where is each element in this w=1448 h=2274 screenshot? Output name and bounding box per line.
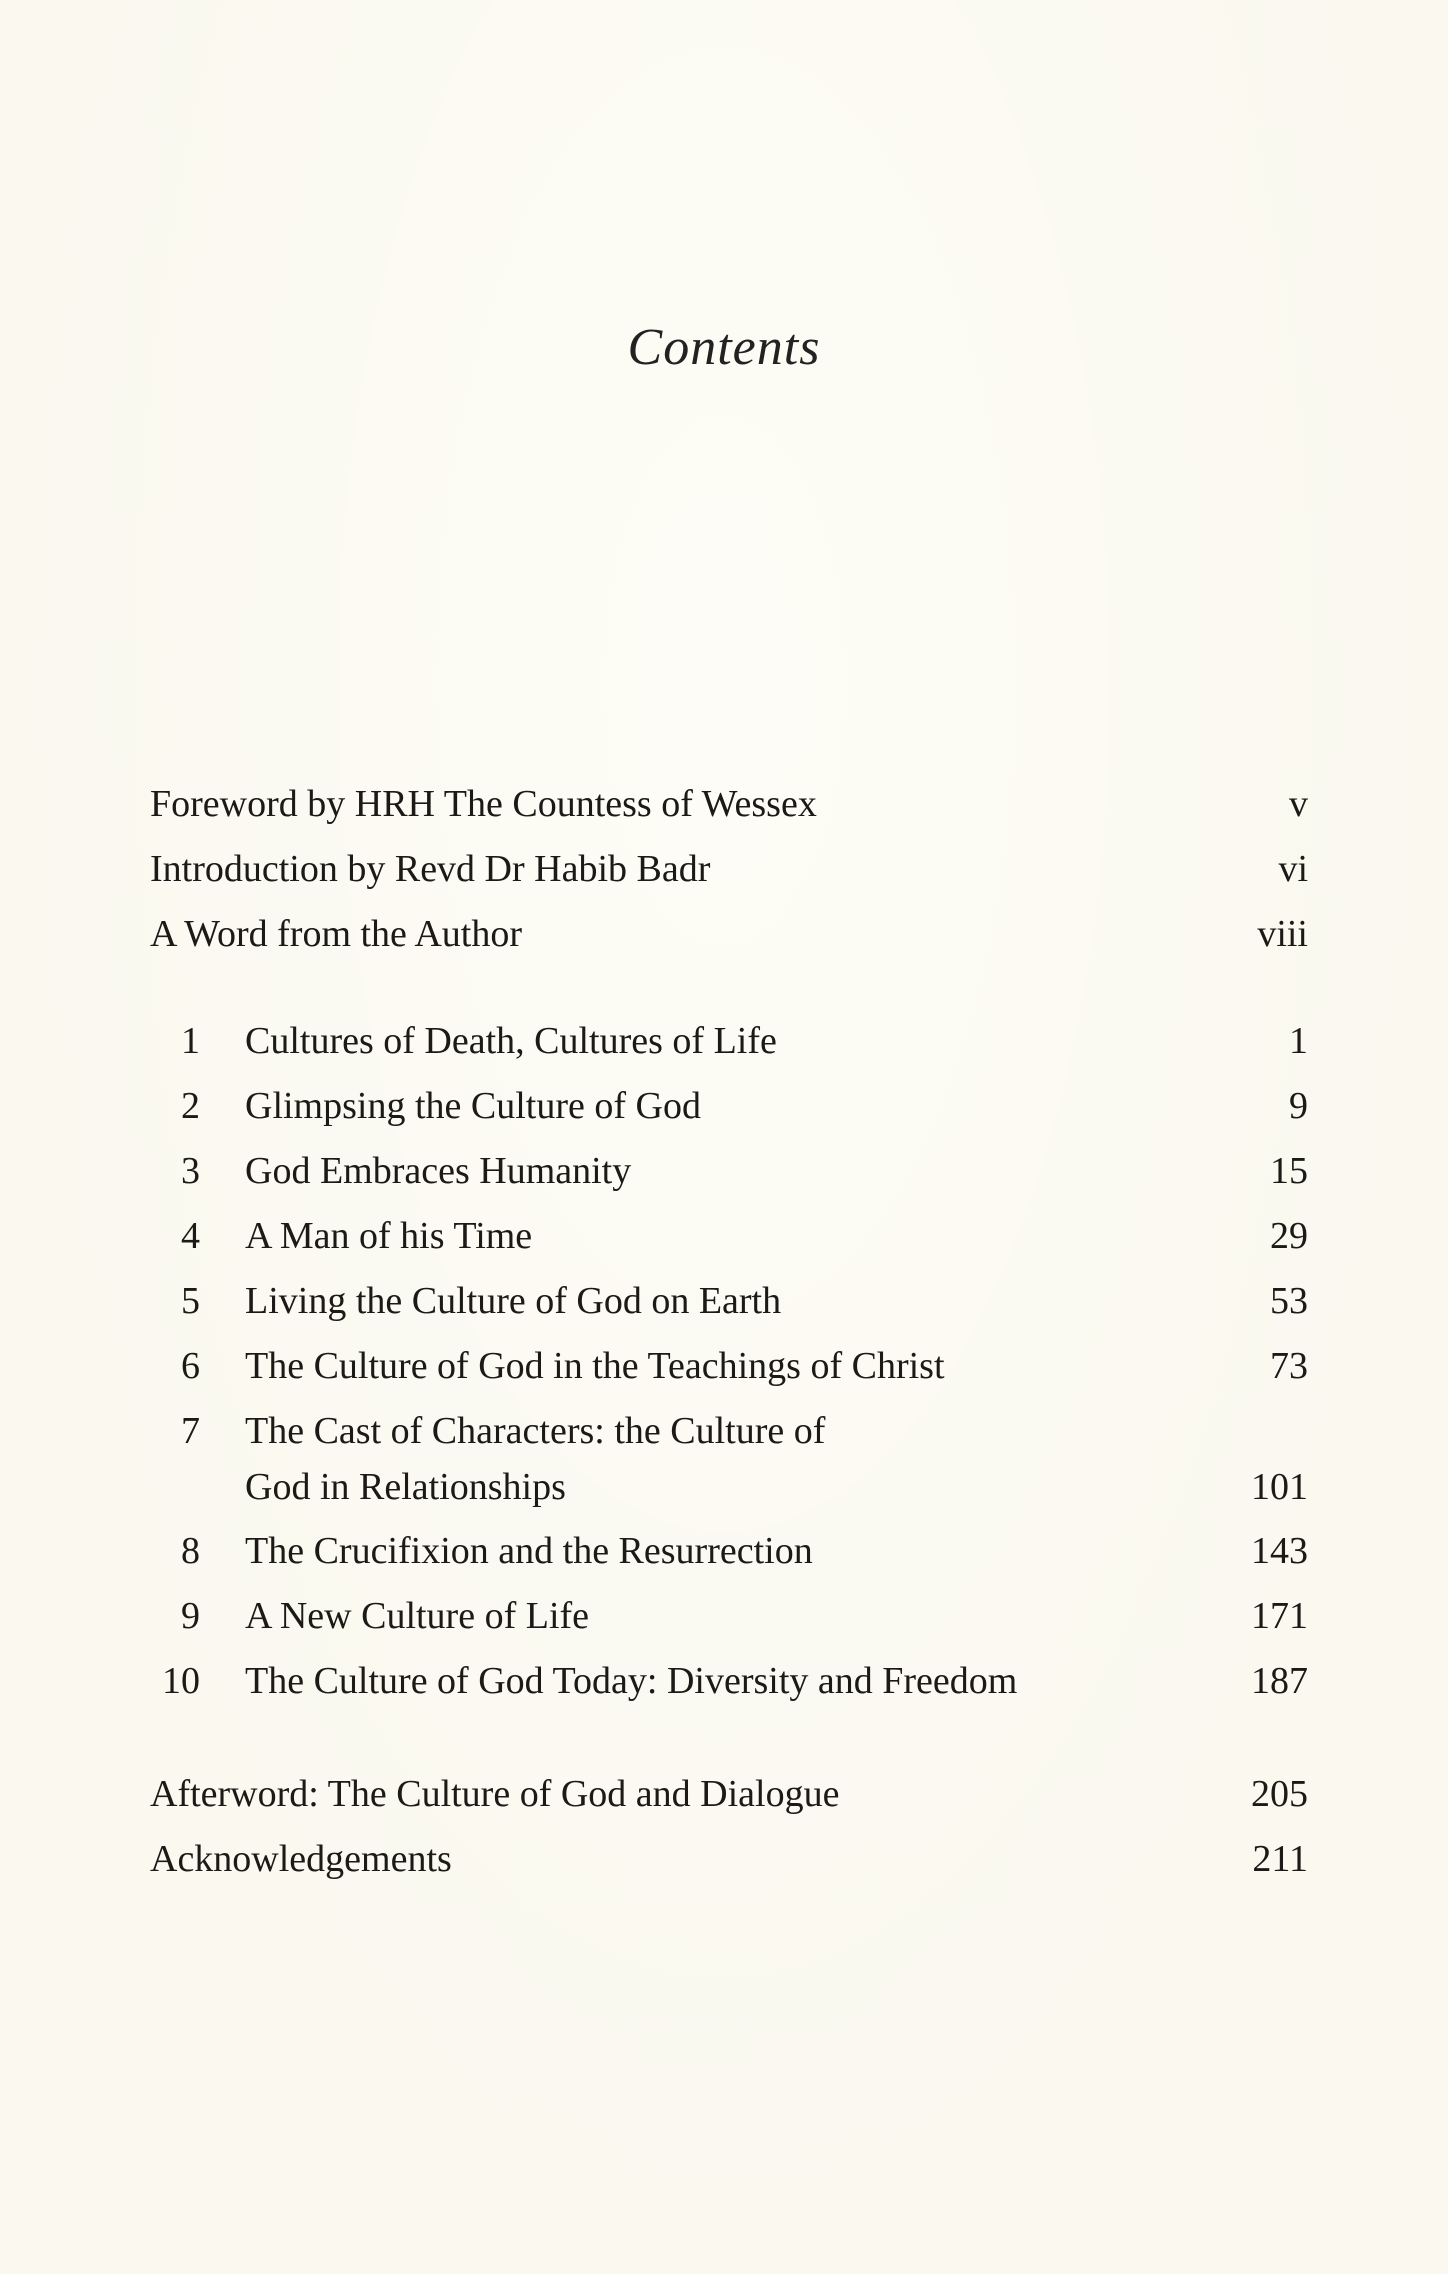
chapter-number: 7 [181, 1410, 200, 1452]
chapter-title: Living the Culture of God on Earth [245, 1280, 782, 1322]
toc-chapter-2[interactable] [0, 1078, 1448, 1134]
toc-entry-page: v [1289, 783, 1308, 825]
chapter-title: A Man of his Time [245, 1215, 533, 1257]
toc-chapter-6[interactable] [0, 1338, 1448, 1394]
chapter-number: 6 [181, 1345, 200, 1387]
toc-entry-introduction[interactable] [0, 841, 1448, 897]
chapter-page: 187 [1251, 1660, 1308, 1702]
toc-entry-label: A Word from the Author [150, 913, 522, 955]
toc-entry-label: Introduction by Revd Dr Habib Badr [150, 848, 711, 890]
toc-entry-page: vi [1278, 848, 1308, 890]
chapter-number: 2 [181, 1085, 200, 1127]
chapter-page: 29 [1270, 1215, 1308, 1257]
chapter-title: Cultures of Death, Cultures of Life [245, 1020, 777, 1062]
chapter-title: God Embraces Humanity [245, 1150, 632, 1192]
toc-chapter-10[interactable] [0, 1653, 1448, 1709]
toc-chapter-4[interactable] [0, 1208, 1448, 1264]
chapter-title: The Crucifixion and the Resurrection [245, 1530, 813, 1572]
toc-chapter-1[interactable] [0, 1013, 1448, 1069]
chapter-number: 5 [181, 1280, 200, 1322]
toc-chapter-9[interactable] [0, 1588, 1448, 1644]
chapter-number: 10 [162, 1660, 200, 1702]
toc-chapter-3[interactable] [0, 1143, 1448, 1199]
chapter-title: A New Culture of Life [245, 1595, 590, 1637]
contents-title: Contents [627, 319, 821, 376]
chapter-title: Glimpsing the Culture of God [245, 1085, 701, 1127]
chapter-page: 9 [1289, 1085, 1308, 1127]
chapter-number: 1 [181, 1020, 200, 1062]
toc-entry-page: 205 [1251, 1773, 1308, 1815]
chapter-number: 4 [181, 1215, 200, 1257]
toc-chapter-5[interactable] [0, 1273, 1448, 1329]
toc-entry-foreword[interactable] [0, 776, 1448, 832]
chapter-page: 15 [1270, 1150, 1308, 1192]
chapter-title-continued: God in Relationships [245, 1466, 566, 1508]
chapter-number: 8 [181, 1530, 200, 1572]
toc-entry-label: Afterword: The Culture of God and Dialogue [150, 1773, 840, 1815]
chapter-page: 143 [1251, 1530, 1308, 1572]
chapter-number: 9 [181, 1595, 200, 1637]
chapter-title: The Culture of God Today: Diversity and Freedom [245, 1660, 1018, 1702]
toc-entry-label: Acknowledgements [150, 1838, 452, 1880]
toc-entry-afterword[interactable] [0, 1766, 1448, 1822]
toc-entry-acknowledgements[interactable] [0, 1831, 1448, 1887]
toc-entry-word-from-author[interactable] [0, 906, 1448, 962]
chapter-number: 3 [181, 1150, 200, 1192]
chapter-title: The Cast of Characters: the Culture of [245, 1410, 826, 1452]
toc-entry-page: viii [1257, 913, 1308, 955]
chapter-page: 53 [1270, 1280, 1308, 1322]
chapter-page: 171 [1251, 1595, 1308, 1637]
toc-chapter-7[interactable] [0, 1403, 1448, 1515]
chapter-page: 1 [1289, 1020, 1308, 1062]
chapter-page: 101 [1251, 1466, 1308, 1508]
toc-chapter-8[interactable] [0, 1523, 1448, 1579]
chapter-page: 73 [1270, 1345, 1308, 1387]
chapter-title: The Culture of God in the Teachings of Christ [245, 1345, 945, 1387]
toc-entry-label: Foreword by HRH The Countess of Wessex [150, 783, 817, 825]
toc-entry-page: 211 [1252, 1838, 1308, 1880]
